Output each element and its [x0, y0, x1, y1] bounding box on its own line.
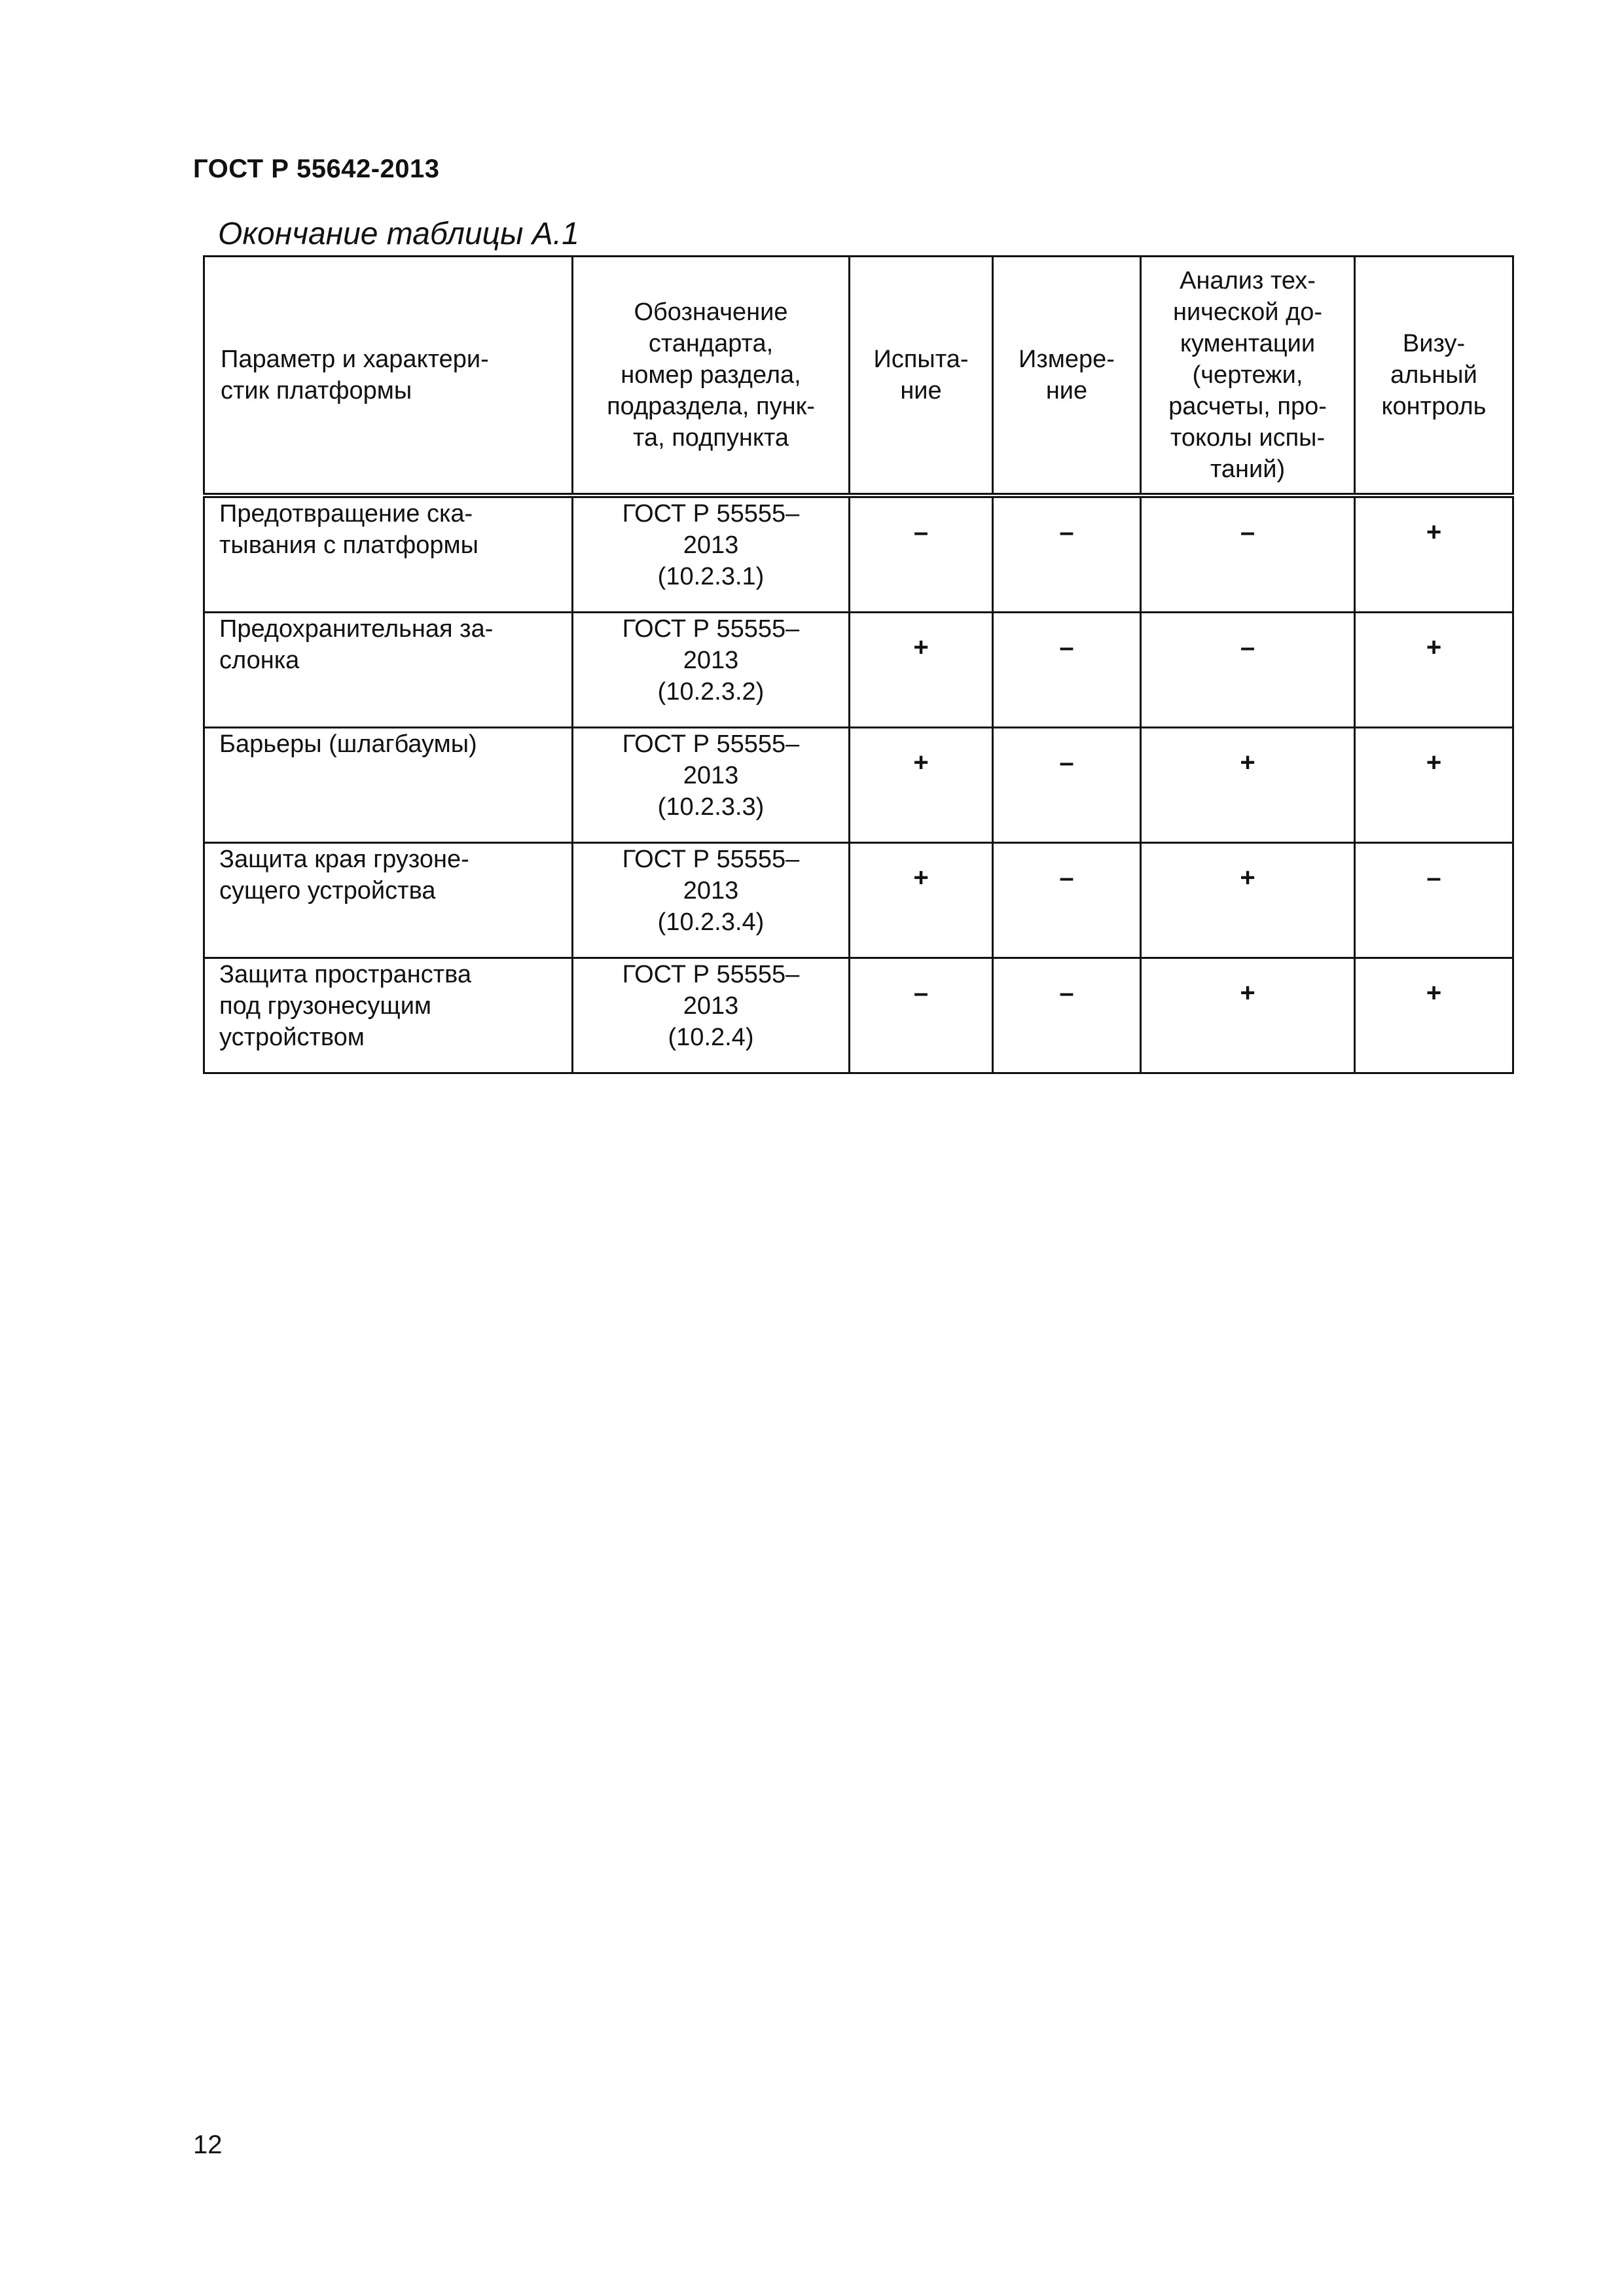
page-number: 12	[193, 2130, 223, 2159]
table-row	[204, 843, 1513, 958]
table-row	[204, 613, 1513, 728]
table-row	[204, 728, 1513, 843]
cell-parameter: Предохранительная за- слонка	[204, 613, 573, 728]
cell-standard: ГОСТ Р 55555– 2013 (10.2.4)	[573, 958, 850, 1073]
cell-doc-analysis: +	[1141, 728, 1355, 843]
table-header-row	[204, 257, 1513, 496]
cell-parameter: Защита пространства под грузонесущим устройством	[204, 958, 573, 1073]
header-parameter: Параметр и характери- стик платформы	[204, 257, 573, 496]
cell-test: –	[850, 958, 993, 1073]
cell-parameter: Защита края грузоне- сущего устройства	[204, 843, 573, 958]
cell-measurement: –	[993, 613, 1141, 728]
cell-visual-control: +	[1355, 728, 1513, 843]
parameters-table	[203, 255, 1514, 1074]
cell-measurement: –	[993, 728, 1141, 843]
cell-doc-analysis: –	[1141, 495, 1355, 613]
cell-test: +	[850, 843, 993, 958]
cell-standard: ГОСТ Р 55555– 2013 (10.2.3.1)	[573, 495, 850, 613]
cell-visual-control: –	[1355, 843, 1513, 958]
header-test: Испыта- ние	[850, 257, 993, 496]
table-row	[204, 958, 1513, 1073]
cell-parameter: Барьеры (шлагбаумы)	[204, 728, 573, 843]
cell-measurement: –	[993, 495, 1141, 613]
cell-visual-control: +	[1355, 613, 1513, 728]
document-code: ГОСТ Р 55642-2013	[193, 154, 440, 183]
cell-visual-control: +	[1355, 958, 1513, 1073]
cell-measurement: –	[993, 843, 1141, 958]
cell-doc-analysis: +	[1141, 843, 1355, 958]
table-row	[204, 495, 1513, 613]
cell-standard: ГОСТ Р 55555– 2013 (10.2.3.4)	[573, 843, 850, 958]
header-measurement: Измере- ние	[993, 257, 1141, 496]
header-doc-analysis: Анализ тех- нической до- кументации (чертежи, расчеты, про- токолы испы- таний)	[1141, 257, 1355, 496]
cell-test: +	[850, 728, 993, 843]
cell-doc-analysis: +	[1141, 958, 1355, 1073]
cell-parameter: Предотвращение ска- тывания с платформы	[204, 495, 573, 613]
header-standard: Обозначение стандарта, номер раздела, подраздела, пунк- та, подпункта	[573, 257, 850, 496]
table-caption: Окончание таблицы А.1	[218, 217, 579, 251]
cell-visual-control: +	[1355, 495, 1513, 613]
cell-standard: ГОСТ Р 55555– 2013 (10.2.3.3)	[573, 728, 850, 843]
cell-standard: ГОСТ Р 55555– 2013 (10.2.3.2)	[573, 613, 850, 728]
cell-test: +	[850, 613, 993, 728]
cell-doc-analysis: –	[1141, 613, 1355, 728]
cell-test: –	[850, 495, 993, 613]
cell-measurement: –	[993, 958, 1141, 1073]
header-visual-control: Визу- альный контроль	[1355, 257, 1513, 496]
